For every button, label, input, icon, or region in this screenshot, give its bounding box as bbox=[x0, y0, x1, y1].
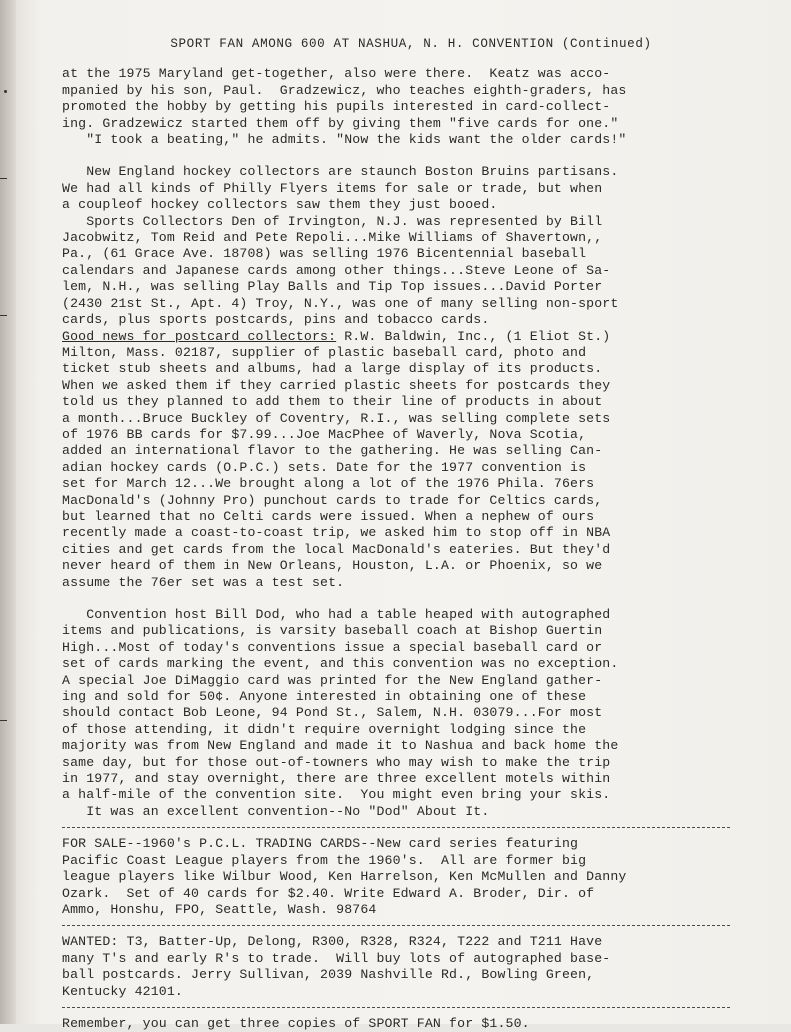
article-paragraph bbox=[62, 329, 730, 592]
typed-content bbox=[62, 36, 730, 1032]
margin-mark bbox=[4, 90, 7, 93]
dashed-divider bbox=[62, 1007, 730, 1008]
margin-mark bbox=[0, 720, 7, 721]
article-paragraph: Convention host Bill Dod, who had a table heaped with autographed items and publications, is varsity baseball coach at Bishop Guertin High...Most of today's conventions issue a special baseball card or set of cards marking the event, and this convention was no exception. A special Joe DiMaggio card was printed for the New England gather- ing and sold for 50¢. Anyone interested in obtaining one of these should contact Bob Leone, 94 Pond St., Salem, N.H. 03079...For most of those attending, it didn't require overnight lodging since the majority was from New England and made it to Nashua and back home the same day, but for those out-of-towners who may wish to make the trip in 1977, and stay overnight, there are three excellent motels within a half-mile of the convention site. You might even bring your skis. It was an excellent convention--No "Dod" About It. bbox=[62, 607, 619, 819]
page-title: SPORT FAN AMONG 600 AT NASHUA, N. H. CONVENTION (Continued) bbox=[170, 37, 652, 51]
postcard-text: R.W. Baldwin, Inc., (1 Eliot St.) Milton, Mass. 02187, supplier of plastic baseball card, photo and ticket stub sheets and albums, had a large display of its products. When we asked them if they carried plastic sheets for postcards they told us they planned to add them to their line of products in about a month...Bruce Buckley of Coventry, R.I., was selling complete sets of 1976 BB cards for $7.99...Joe MacPhee of Waverly, Nova Scotia, added an international flavor to the gathering. He was selling Can- adian hockey cards (O.P.C.) sets. Date for the 1977 convention is set for March 12...We brought along a lot of the 1976 Phila. 76ers MacDonald's (Johnny Pro) punchout cards to trade for Celtics cards, but learned that no Celti cards were issued. When a nephew of ours recently made a coast-to-coast trip, we asked him to stop off in NBA cities and get cards from the local MacDonald's eateries. But they'd never heard of them in New Orleans, Houston, L.A. or Phoenix, so we assume the 76er set was a test set. bbox=[62, 328, 611, 590]
margin-mark bbox=[0, 178, 7, 179]
footer-note: Remember, you can get three copies of SPORT FAN for $1.50. bbox=[62, 1015, 530, 1031]
margin-mark bbox=[0, 315, 7, 316]
article-paragraph: at the 1975 Maryland get-together, also were there. Keatz was acco- mpanied by his son, Paul. Gradzewicz, who teaches eighth-graders, has promoted the hobby by getting his pupils interested in card-collect- ing. Gradzewicz started them off by giving them "five cards for one." "I took a beating," he admits. "Now the kids want the older cards!" bbox=[62, 66, 627, 148]
classified-ad: WANTED: T3, Batter-Up, Delong, R300, R328, R324, T222 and T211 Have many T's and early R's to trade. Will buy lots of autographed base- ball postcards. Jerry Sullivan, 2039 Nashville Rd., Bowling Green, Kentucky 42101. bbox=[62, 934, 611, 999]
postcard-heading: Good news for postcard collectors: bbox=[62, 328, 337, 344]
dashed-divider bbox=[62, 827, 730, 828]
binding-gutter bbox=[0, 0, 16, 1024]
classified-ad: FOR SALE--1960's P.C.L. TRADING CARDS--New card series featuring Pacific Coast League players from the 1960's. All are former big league players like Wilbur Wood, Ken Harrelson, Ken McMullen and Danny Ozark. Set of 40 cards for $2.40. Write Edward A. Broder, Dir. of Ammo, Honshu, FPO, Seattle, Wash. 98764 bbox=[62, 836, 627, 917]
article-paragraph: New England hockey collectors are staunch Boston Bruins partisans. We had all kinds of Philly Flyers items for sale or trade, but when a coupleof hockey collectors saw them they just booed. Sports Collectors Den of Irvington, N.J. was represented by Bill Jacobwitz, Tom Reid and Pete Repoli...Mike Williams of Shavertown,, Pa., (61 Grace Ave. 18708) was selling 1976 Bicentennial baseball calendars and Japanese cards among other things...Steve Leone of Sa- lem, N.H., was selling Play Balls and Tip Top issues...David Porter (2430 21st St., Apt. 4) Troy, N.Y., was one of many selling non-sport cards, plus sports postcards, pins and tobacco cards. bbox=[62, 164, 619, 328]
dashed-divider bbox=[62, 925, 730, 926]
